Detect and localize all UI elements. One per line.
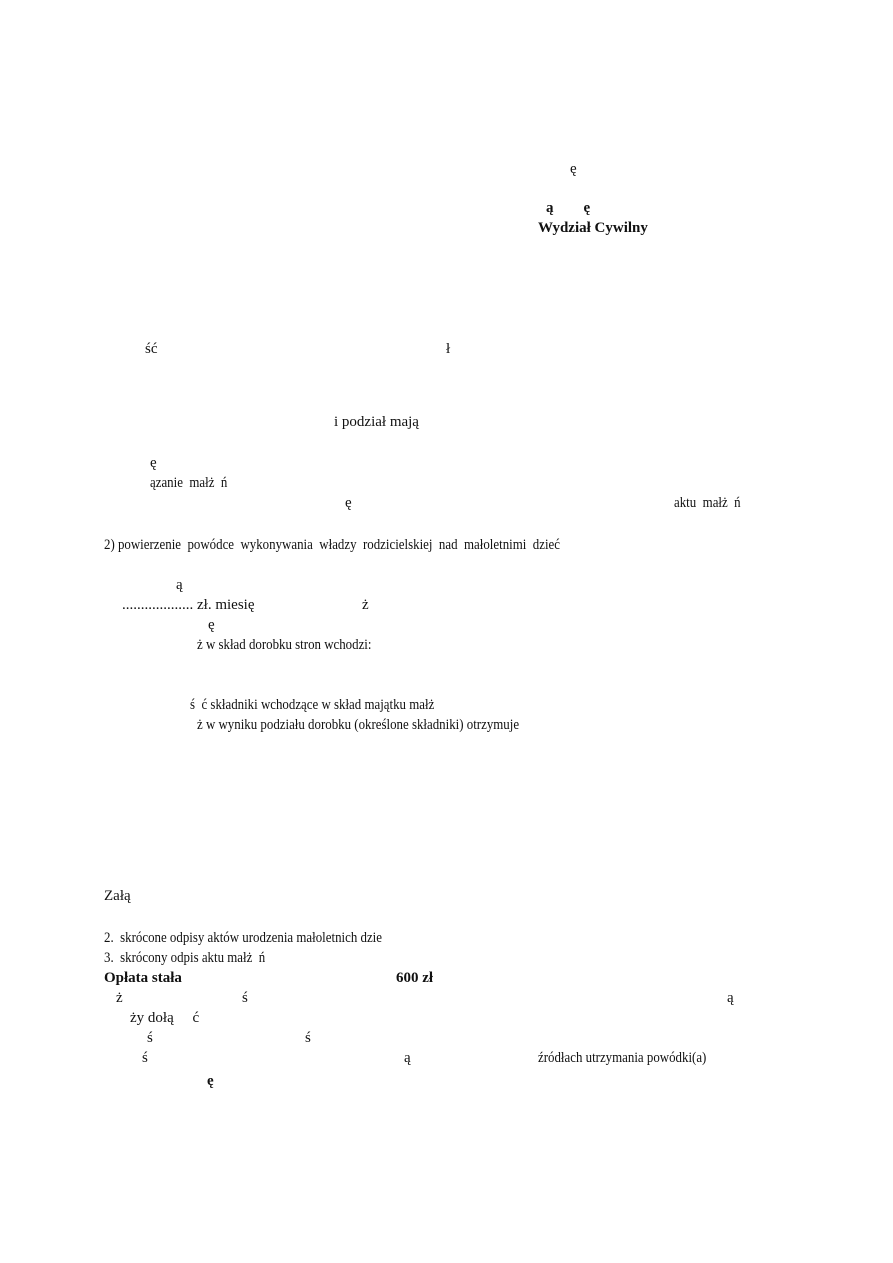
claim-3-fragment-a: ą bbox=[176, 577, 183, 593]
claim-4-fragment-e: ę bbox=[208, 617, 215, 633]
footnote-fragment-z: ż bbox=[116, 990, 123, 1006]
attachment-item-3: 3. skrócony odpis aktu małż ń bbox=[104, 950, 266, 966]
party-fragment-l: ł bbox=[446, 341, 451, 357]
footnote-fragment-s: ś bbox=[242, 990, 248, 1006]
fee-amount: 600 zł bbox=[396, 970, 434, 986]
footnote-fragment-s1: ś bbox=[147, 1030, 153, 1046]
claim-5-components: ś ć składniki wchodzące w skład majątku małż bbox=[190, 697, 435, 713]
header-fragment-e: ę bbox=[570, 161, 577, 177]
court-division: Wydział Cywilny bbox=[538, 220, 648, 236]
footnote-income-sources: źródłach utrzymania powódki(a) bbox=[538, 1050, 707, 1066]
claim-1-marriage-act: aktu małż ń bbox=[674, 495, 741, 511]
attachments-title: Załą bbox=[104, 888, 131, 904]
footnote-fragment-e: ę bbox=[207, 1073, 214, 1089]
claim-1-fragment-e2: ę bbox=[345, 495, 352, 511]
claim-2-custody: 2) powierzenie powódce wykonywania władzy rodzicielskiej nad małoletnimi dzieć bbox=[104, 537, 561, 553]
claim-4-assets-list: ż w skład dorobku stron wchodzi: bbox=[197, 637, 372, 653]
header-fragment-a-e: ą ę bbox=[546, 200, 591, 216]
attachment-item-2: 2. skrócone odpisy aktów urodzenia małoletnich dzie bbox=[104, 930, 382, 946]
footnote-fragment-a: ą bbox=[727, 990, 734, 1006]
footnote-fragment-s2: ś bbox=[305, 1030, 311, 1046]
claim-1-fragment-e: ę bbox=[150, 455, 157, 471]
footnote-line-2: ży dołą ć bbox=[130, 1010, 200, 1026]
footnote-fragment-s3: ś bbox=[142, 1050, 148, 1066]
claim-1-dissolution: ązanie małż ń bbox=[150, 475, 228, 491]
claim-3-monthly-amount: ................... zł. miesię bbox=[122, 597, 255, 613]
fee-label: Opłata stała bbox=[104, 970, 182, 986]
party-fragment-sc: ść bbox=[145, 341, 158, 357]
footnote-fragment-a2: ą bbox=[404, 1050, 411, 1066]
subject-property-division: i podział mają bbox=[334, 414, 419, 430]
claim-3-fragment-z: ż bbox=[362, 597, 369, 613]
claim-5-division-result: ż w wyniku podziału dorobku (określone składniki) otrzymuje bbox=[197, 717, 520, 733]
